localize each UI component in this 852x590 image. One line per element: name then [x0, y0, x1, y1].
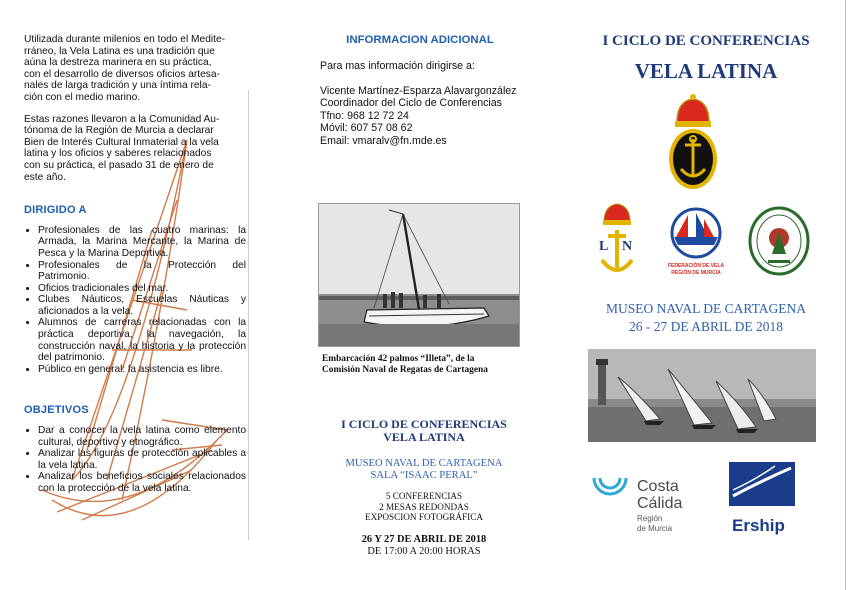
intro-paragraph: [24, 34, 246, 104]
title-line: VELA LATINA: [383, 430, 465, 444]
photo-caption: [322, 354, 522, 376]
ership-wordmark: Ership: [732, 516, 785, 535]
text-line: Utilizada durante milenios en todo el Medite-: [24, 34, 226, 45]
costa-calida-wordmark: [637, 478, 682, 512]
svg-text:N: N: [622, 239, 633, 254]
time-line: DE 17:00 A 20:00 HORAS: [367, 546, 481, 557]
list-item: • Profesionales de la Protección del Patrimonio.: [38, 260, 246, 283]
list-item: • Público en general: la asistencia es libre.: [38, 364, 246, 376]
contact-email: Email: vmaralv@fn.mde.es: [320, 134, 447, 147]
caption-line: Embarcación 42 palmos “Illeta”, de la: [322, 354, 475, 364]
column-divider: [248, 90, 249, 540]
sailing-federation-logo: [664, 207, 728, 277]
date-line: 26 Y 27 DE ABRIL DE 2018: [361, 534, 487, 545]
middle-title: [300, 418, 548, 444]
left-column: [24, 34, 246, 495]
caption-line: Comisión Naval de Regatas de Cartagena: [322, 365, 488, 375]
objetivos-heading: OBJETIVOS: [24, 404, 89, 417]
text-line: con su práctica, el pasado 31 de enero de: [24, 159, 214, 171]
dirigido-list: [24, 225, 246, 376]
costa-calida-subtext: [637, 514, 672, 534]
wordmark-line: Cálida: [637, 495, 683, 512]
museum-name: MUSEO NAVAL DE CARTAGENA: [606, 301, 806, 316]
objetivos-list: [24, 425, 246, 495]
contact-phone: Tfno: 968 12 72 24: [320, 109, 409, 122]
text-line: aúna la destreza marinera en su práctica,: [24, 57, 212, 69]
wordmark-sub-line: de Murcia: [637, 524, 673, 533]
info-heading: INFORMACION ADICIONAL: [346, 34, 494, 46]
list-item: • Clubes Náuticos, Escuelas Náuticas y aficionados a la vela.: [38, 294, 246, 317]
navy-crest-logo: [663, 93, 723, 195]
text-line: tónoma de la Región de Murcia a declarar: [24, 125, 214, 137]
text-line: ción con el medio marino.: [24, 91, 141, 103]
list-item: • Profesionales de las cuatro marinas: la Armada, la Marina Mercante, la Marina de Pesca y la Marina Deportiva.: [38, 225, 246, 260]
text-line: Estas razones llevaron a la Comunidad Au-: [24, 113, 220, 125]
contact-role: Coordinador del Ciclo de Conferencias: [320, 97, 502, 110]
wordmark-line: Costa: [637, 478, 679, 495]
page-edge: [845, 0, 846, 590]
cover-dates: 26 - 27 DE ABRIL DE 2018: [629, 319, 783, 334]
venue-line: SALA “ISAAC PERAL”: [370, 470, 478, 481]
title-line: I CICLO DE CONFERENCIAS: [341, 417, 507, 431]
costa-calida-logo-mark: [590, 460, 630, 504]
list-item: • Alumnos de carreras relacionadas con la práctica deportiva, la navegación, la construcción naval, la historia y la protección del patrimonio.: [38, 317, 246, 363]
program: [300, 491, 548, 523]
list-item: • Analizar los beneficios sociales relacionados con la protección de la vela latina.: [38, 471, 246, 494]
list-item: • Analizar las figuras de protección aplicables a la vela latina.: [38, 448, 246, 471]
info-intro: Para mas información dirigirse a:: [320, 60, 475, 72]
program-line: 2 MESAS REDONDAS: [379, 501, 469, 512]
list-item: • Dar a conocer la vela latina como elemento cultural, deportivo y etnográfico.: [38, 425, 246, 448]
program-line: EXPOSCION FOTOGRÁFICA: [364, 512, 483, 523]
contact-name: Vicente Martínez-Esparza Alavargonzález: [320, 84, 517, 97]
boat-photo: [318, 203, 520, 347]
contact-block: [320, 60, 560, 148]
venue: [300, 458, 548, 482]
cover-title-main: VELA LATINA: [634, 59, 778, 83]
event-date: [300, 534, 548, 558]
venue-line: MUSEO NAVAL DE CARTAGENA: [345, 458, 503, 469]
svg-text:L: L: [599, 239, 609, 254]
text-line: Bien de Interés Cultural Inmaterial a la vela: [24, 136, 219, 148]
contact-mobile: Móvil: 607 57 08 62: [320, 122, 413, 135]
text-line: con el desarrollo de diversos oficios artesa-: [24, 68, 220, 80]
intro-paragraph-2: [24, 114, 246, 184]
cover-title-top: I CICLO DE CONFERENCIAS: [602, 33, 810, 49]
list-item: • Oficios tradicionales del mar.: [38, 283, 246, 295]
text-line: rráneo, la Vela Latina es una tradición que: [24, 45, 215, 57]
text-line: nales de larga tradición y una íntima rela-: [24, 80, 211, 92]
wordmark-sub-line: Región: [637, 514, 663, 523]
text-line: latina y los oficios y saberes relacionados: [24, 148, 212, 160]
text-line: este año.: [24, 171, 66, 183]
ership-logo-mark: [729, 462, 795, 506]
association-seal-logo: [748, 206, 810, 276]
federation-label-2: REGIÓN DE MURCIA: [671, 270, 721, 276]
dirigido-heading: DIRIGIDO A: [24, 204, 87, 217]
federation-label-1: FEDERACIÓN DE VELA: [667, 263, 725, 269]
cover-venue: [580, 300, 832, 336]
crown-anchor-logo: [596, 200, 638, 278]
program-line: 5 CONFERENCIAS: [385, 491, 463, 501]
regatta-photo: [588, 349, 816, 442]
